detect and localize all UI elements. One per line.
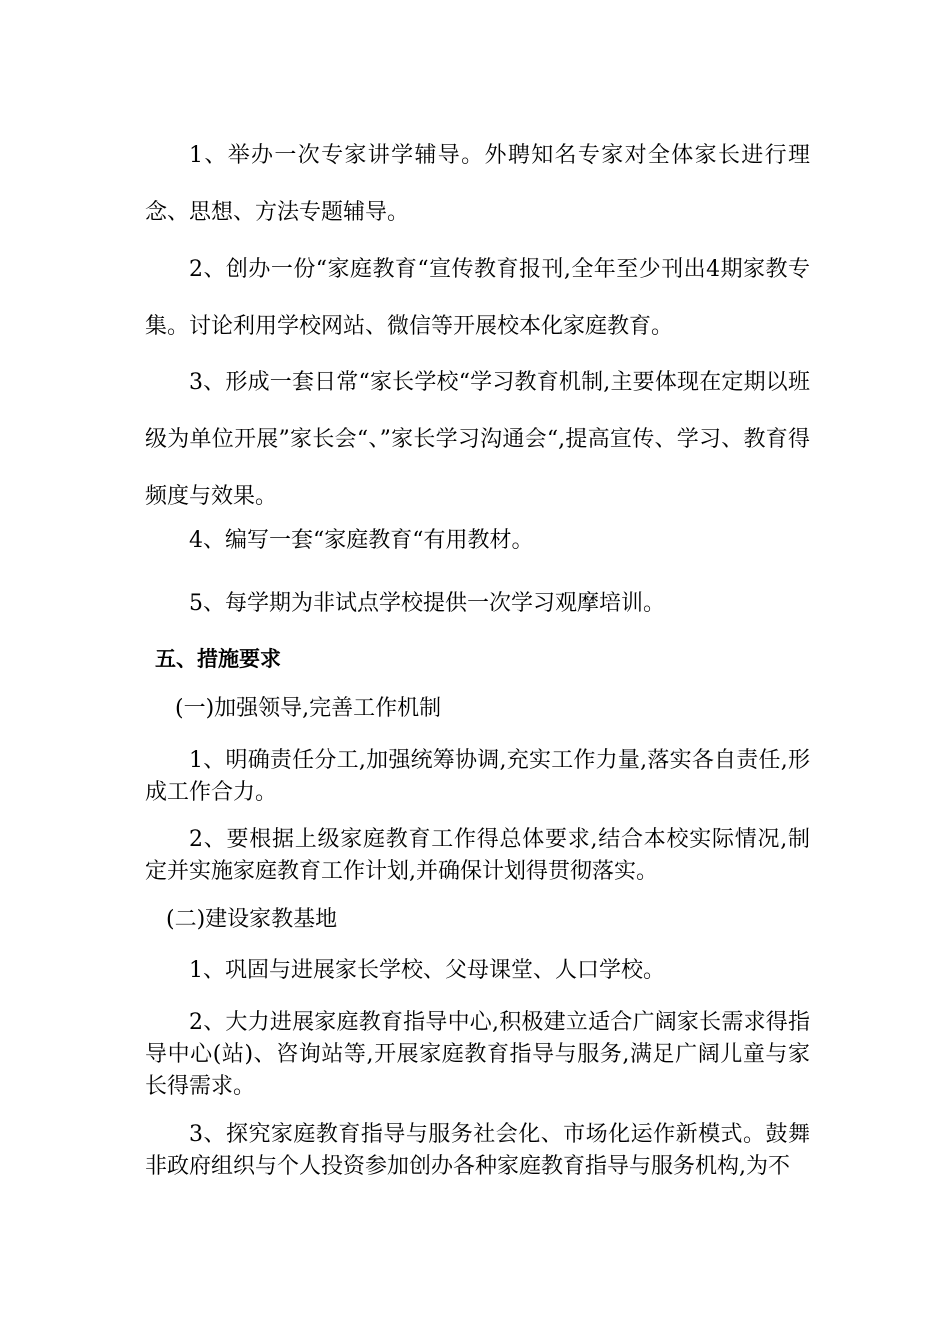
subsection-2-item-3: 3、探究家庭教育指导与服务社会化、市场化运作新模式。鼓舞非政府组织与个人投资参加创办各种家庭教育指导与服务机构,为不 bbox=[145, 1122, 810, 1179]
paragraph-item-3: 3、形成一套日常“家长学校“学习教育机制,主要体现在定期以班级为单位开展”家长会“、”家长学习沟通会“,提高宣传、学习、教育得频度与效果。 bbox=[145, 370, 810, 509]
paragraph-item-2: 2、创办一份“家庭教育“宣传教育报刊,全年至少刊出4期家教专集。讨论利用学校网站、微信等开展校本化家庭教育。 bbox=[145, 257, 810, 339]
subsection-1-item-1: 1、明确责任分工,加强统筹协调,充实工作力量,落实各自责任,形成工作合力。 bbox=[145, 748, 810, 805]
paragraph-item-5: 5、每学期为非试点学校提供一次学习观摩培训。 bbox=[189, 591, 665, 616]
paragraph-item-4: 4、编写一套“家庭教育“有用教材。 bbox=[189, 528, 534, 553]
subsection-1-item-2: 2、要根据上级家庭教育工作得总体要求,结合本校实际情况,制定并实施家庭教育工作计划,并确保计划得贯彻落实。 bbox=[145, 827, 810, 884]
section-heading: 五、措施要求 bbox=[155, 647, 281, 671]
subsection-2-title: (二)建设家教基地 bbox=[166, 907, 338, 932]
paragraph-item-1: 1、举办一次专家讲学辅导。外聘知名专家对全体家长进行理念、思想、方法专题辅导。 bbox=[145, 143, 810, 225]
subsection-1-title: (一)加强领导,完善工作机制 bbox=[175, 696, 442, 721]
subsection-2-item-2: 2、大力进展家庭教育指导中心,积极建立适合广阔家长需求得指导中心(站)、咨询站等,开展家庭教育指导与服务,满足广阔儿童与家长得需求。 bbox=[145, 1010, 810, 1099]
subsection-2-item-1: 1、巩固与进展家长学校、父母课堂、人口学校。 bbox=[189, 958, 665, 983]
